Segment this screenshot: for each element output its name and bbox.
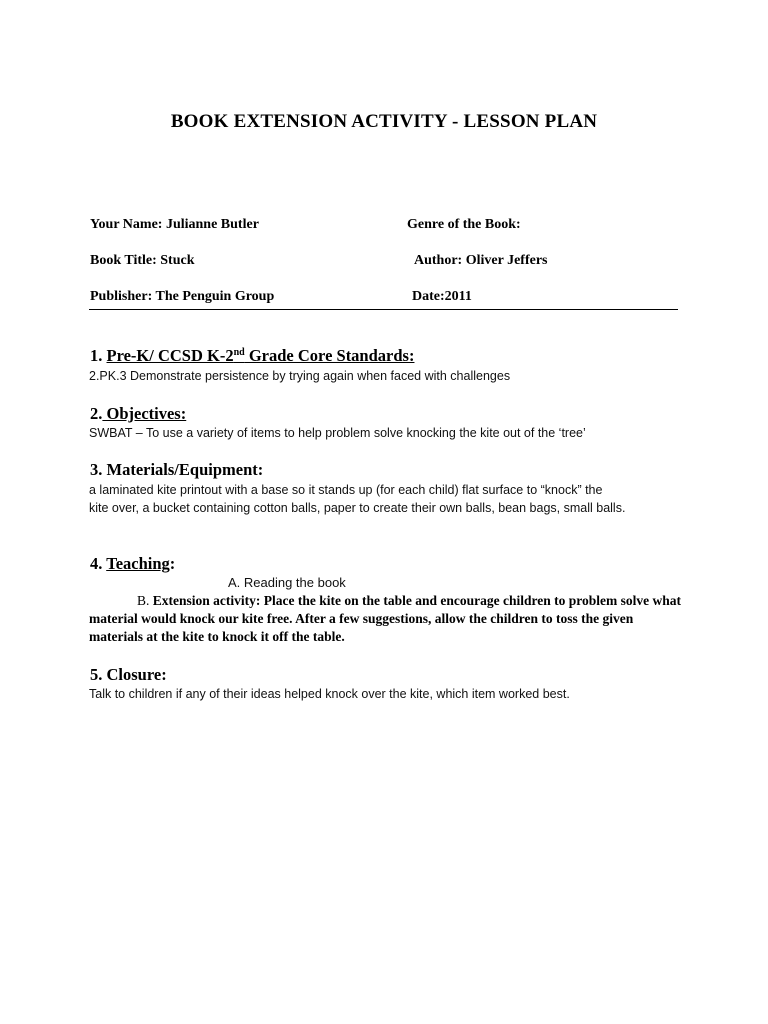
teaching-colon: : bbox=[169, 554, 176, 573]
objectives-heading bbox=[90, 404, 186, 424]
materials-text-line-1: a laminated kite printout with a base so it stands up (for each child) flat surface to “knock” the bbox=[89, 483, 603, 497]
objectives-heading-label: Objectives: bbox=[102, 404, 187, 423]
teaching-item-b bbox=[89, 592, 689, 646]
your-name-field: Your Name: Julianne Butler bbox=[90, 217, 259, 232]
standards-number: 1. bbox=[90, 346, 107, 365]
teaching-item-b-text: Extension activity: Place the kite on the table and encourage children to problem solve what material would knock our kite free. After a few suggestions, allow the children to toss the given materials at the kite to knock it off the table. bbox=[89, 593, 681, 644]
teaching-heading bbox=[90, 554, 175, 574]
genre-field: Genre of the Book: bbox=[407, 217, 521, 232]
teaching-item-a: A. Reading the book bbox=[228, 575, 346, 590]
standards-heading-label bbox=[107, 346, 415, 365]
page-title: BOOK EXTENSION ACTIVITY - LESSON PLAN bbox=[170, 111, 598, 132]
standards-text: 2.PK.3 Demonstrate persistence by trying again when faced with challenges bbox=[89, 369, 511, 383]
date-field: Date:2011 bbox=[412, 289, 472, 304]
teaching-item-b-prefix: B. bbox=[137, 593, 153, 608]
teaching-heading-label: Teaching bbox=[106, 554, 170, 573]
standards-heading bbox=[90, 346, 414, 366]
header-divider bbox=[89, 309, 678, 310]
objectives-text: SWBAT – To use a variety of items to help problem solve knocking the kite out of the ‘tree’ bbox=[89, 426, 586, 440]
materials-text-line-2: kite over, a bucket containing cotton balls, paper to create their own balls, bean bags, small balls. bbox=[89, 501, 626, 515]
teaching-number: 4. bbox=[90, 554, 107, 573]
publisher-field: Publisher: The Penguin Group bbox=[90, 289, 275, 304]
objectives-number: 2. bbox=[90, 404, 103, 423]
closure-text: Talk to children if any of their ideas helped knock over the kite, which item worked best. bbox=[89, 687, 570, 701]
standards-heading-pre: Pre-K/ CCSD K-2 bbox=[106, 346, 234, 365]
author-field: Author: Oliver Jeffers bbox=[414, 253, 548, 268]
closure-heading: 5. Closure: bbox=[90, 665, 167, 684]
standards-heading-sup: nd bbox=[233, 347, 245, 358]
materials-heading: 3. Materials/Equipment: bbox=[90, 460, 264, 479]
standards-heading-post: Grade Core Standards: bbox=[244, 346, 415, 365]
book-title-field: Book Title: Stuck bbox=[90, 253, 195, 268]
